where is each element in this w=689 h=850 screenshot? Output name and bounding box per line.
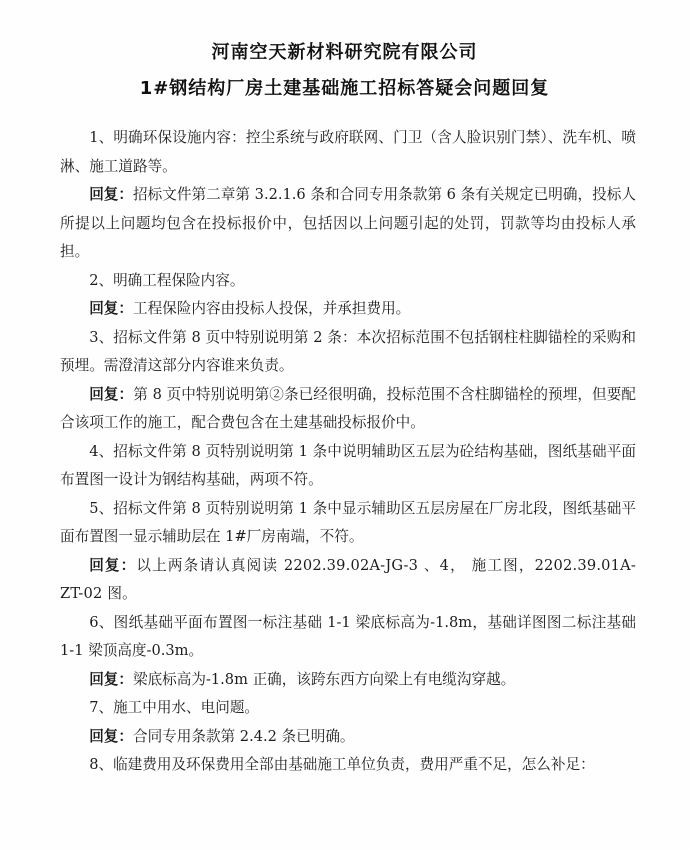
reply-label: 回复： — [89, 300, 133, 317]
question-2 — [60, 267, 636, 296]
reply-label: 回复： — [89, 186, 134, 203]
reply-1 — [60, 181, 636, 267]
reply-4-5 — [60, 552, 636, 609]
reply-text: 以上两条请认真阅读 2202.39.02A-JG-3 、4， 施工图，2202.39.01A-ZT-02 图。 — [60, 556, 636, 602]
question-text: 7、施工中用水、电问题。 — [89, 699, 260, 716]
reply-text: 梁底标高为-1.8m 正确，该跨东西方向梁上有电缆沟穿越。 — [132, 670, 516, 688]
reply-7 — [60, 723, 636, 752]
document-title-company: 河南空天新材料研究院有限公司 — [211, 42, 478, 63]
question-text: 4、招标文件第 8 页特别说明第 1 条中说明辅助区五层为砼结构基础，图纸基础平面布置图一设计为钢结构基础，两项不符。 — [60, 442, 636, 488]
question-6 — [60, 609, 636, 666]
reply-text: 合同专用条款第 2.4.2 条已明确。 — [132, 727, 355, 745]
question-1 — [60, 124, 636, 181]
reply-label: 回复： — [89, 727, 133, 745]
document-body — [60, 124, 636, 780]
question-7 — [60, 694, 636, 723]
reply-text: 招标文件第二章第 3.2.1.6 条和合同专用条款第 6 条有关规定已明确，投标人所提以上问题均包含在投标报价中，包括因以上问题引起的处罚，罚款等均由投标人承担。 — [60, 186, 636, 260]
reply-text: 工程保险内容由投标人投保，并承担费用。 — [132, 300, 411, 317]
reply-text: 第 8 页中特别说明第②条已经很明确，投标范围不含柱脚锚栓的预埋，但要配合该项工作的施工，配合费包含在土建基础投标报价中。 — [60, 385, 636, 431]
question-text: 5、招标文件第 8 页特别说明第 1 条中显示辅助区五层房屋在厂房北段，图纸基础平面布置图一显示辅助层在 1#厂房南端，不符。 — [60, 499, 636, 545]
reply-label: 回复： — [89, 556, 137, 574]
reply-label: 回复： — [89, 670, 133, 688]
question-5 — [60, 495, 636, 552]
question-text: 2、明确工程保险内容。 — [89, 271, 245, 289]
reply-2 — [60, 295, 636, 324]
question-text: 1、明确环保设施内容：控尘系统与政府联网、门卫（含人脸识别门禁）、洗车机、喷淋、施工道路等。 — [60, 129, 636, 175]
document-title-subject: 1#钢结构厂房土建基础施工招标答疑会问题回复 — [139, 78, 550, 99]
question-text: 8、临建费用及环保费用全部由基础施工单位负责，费用严重不足，怎么补足： — [89, 756, 595, 773]
reply-6 — [60, 666, 636, 695]
question-3 — [60, 324, 636, 381]
question-text: 3、招标文件第 8 页中特别说明第 2 条：本次招标范围不包括钢柱柱脚锚栓的采购和预埋。需澄清这部分内容谁来负责。 — [60, 328, 636, 374]
reply-label: 回复： — [89, 385, 134, 403]
question-8 — [60, 751, 636, 780]
question-4 — [60, 438, 636, 495]
question-text: 6、图纸基础平面布置图一标注基础 1-1 梁底标高为-1.8m，基础详图图二标注基础 1-1 梁顶高度-0.3m。 — [60, 613, 636, 659]
reply-3 — [60, 381, 636, 438]
